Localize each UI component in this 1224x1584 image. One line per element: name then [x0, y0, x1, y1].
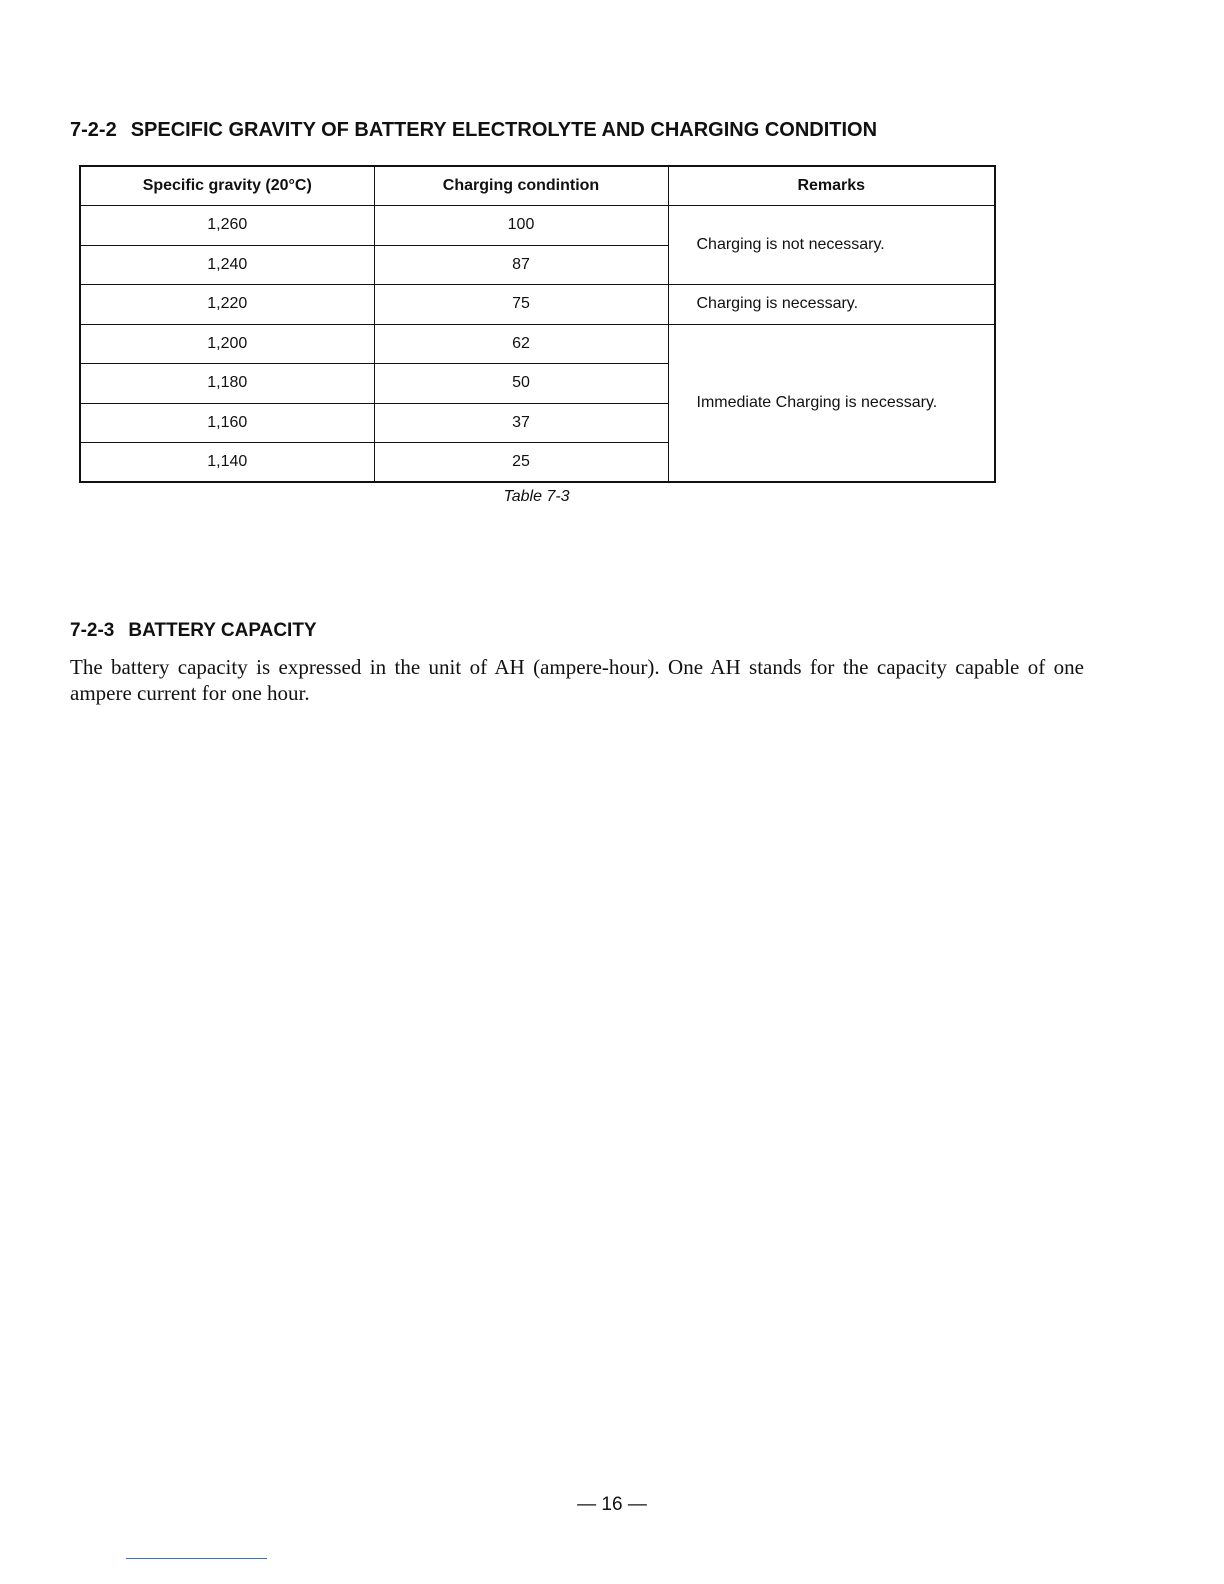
- section-number: 7-2-2: [70, 119, 117, 141]
- section-heading-7-2-2: [70, 119, 877, 142]
- gravity-cell: 1,260: [80, 206, 374, 246]
- gravity-cell: 1,180: [80, 364, 374, 404]
- column-header-charging-condition: Charging condintion: [374, 166, 668, 206]
- table-row: [80, 324, 995, 364]
- section-heading-7-2-3: [70, 620, 317, 642]
- gravity-cell: 1,160: [80, 403, 374, 443]
- charge-cell: 25: [374, 443, 668, 483]
- gravity-cell: 1,200: [80, 324, 374, 364]
- charge-cell: 50: [374, 364, 668, 404]
- section-title-text: BATTERY CAPACITY: [128, 620, 317, 641]
- footer-divider: [126, 1558, 267, 1559]
- gravity-cell: 1,140: [80, 443, 374, 483]
- body-paragraph: The battery capacity is expressed in the unit of AH (ampere-hour). One AH stands for the capacity capable of one ampere current for one hour.: [70, 655, 1084, 705]
- charge-cell: 100: [374, 206, 668, 246]
- column-header-remarks: Remarks: [668, 166, 995, 206]
- charge-cell: 62: [374, 324, 668, 364]
- gravity-cell: 1,240: [80, 245, 374, 285]
- section-number: 7-2-3: [70, 620, 115, 641]
- specific-gravity-table: [79, 165, 996, 483]
- remark-cell: Charging is not necessary.: [668, 206, 995, 285]
- remark-cell: Immediate Charging is necessary.: [668, 324, 995, 482]
- section-title-text: SPECIFIC GRAVITY OF BATTERY ELECTROLYTE AND CHARGING CONDITION: [130, 119, 878, 141]
- table-header-row: [80, 166, 995, 206]
- charge-cell: 75: [374, 285, 668, 325]
- column-header-specific-gravity: Specific gravity (20°C): [80, 166, 374, 206]
- table-row: [80, 206, 995, 246]
- page-number: — 16 —: [577, 1494, 647, 1515]
- remark-cell: Charging is necessary.: [668, 285, 995, 325]
- charge-cell: 87: [374, 245, 668, 285]
- charge-cell: 37: [374, 403, 668, 443]
- table-row: [80, 285, 995, 325]
- table-caption: Table 7-3: [503, 488, 570, 505]
- gravity-cell: 1,220: [80, 285, 374, 325]
